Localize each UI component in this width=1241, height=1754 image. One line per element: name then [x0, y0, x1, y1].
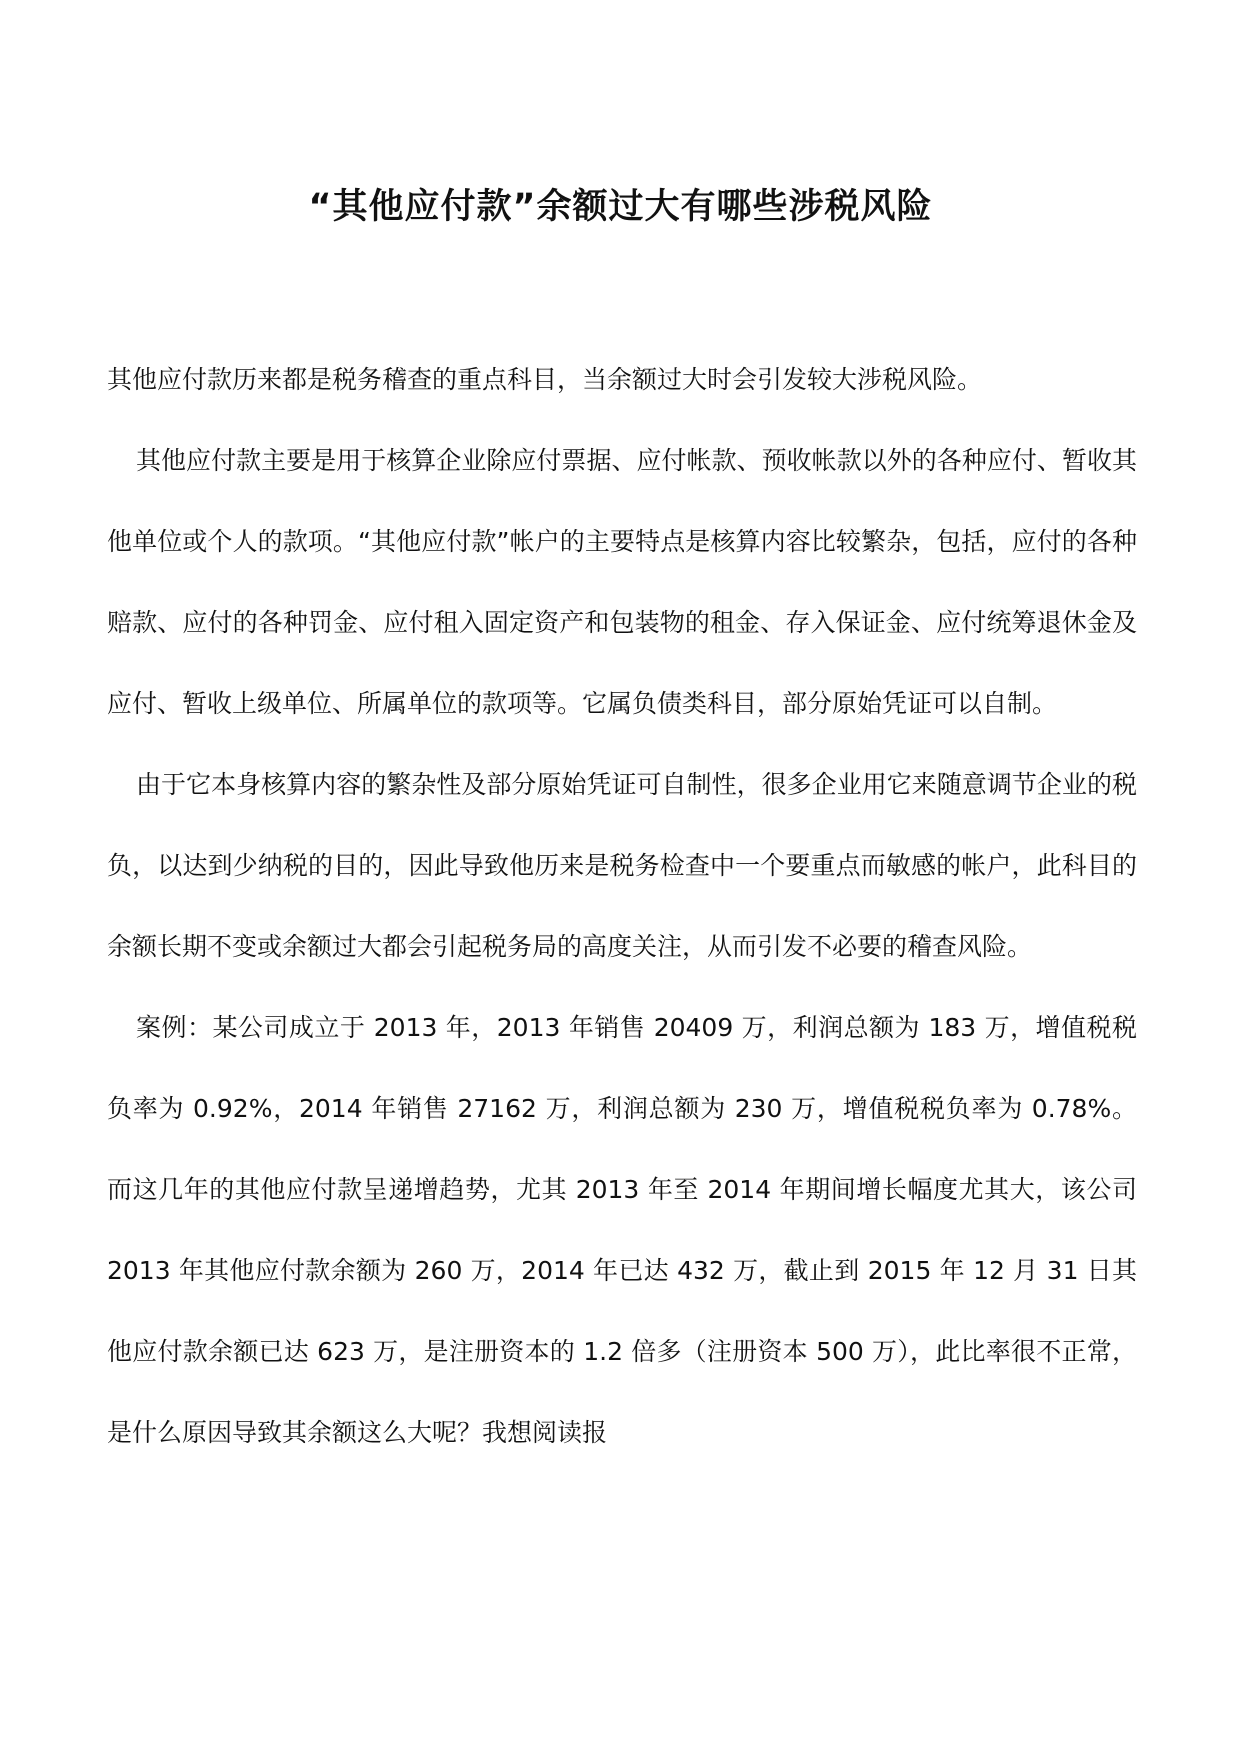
- paragraph-case: 案例：某公司成立于 2013 年，2013 年销售 20409 万，利润总额为 183 万，增值税税负率为 0.92%，2014 年销售 27162 万，利润总额为 230 万，增值税税负率为 0.78%。而这几年的其他应付款呈递增趋势，尤其 2013 年至 2014 年期间增长幅度尤其大，该公司 2013 年其他应付款余额为 260 万，2014 年已达 432 万，截止到 2015 年 12 月 31 日其他应付款余额已达 623 万，是注册资本的 1.2 倍多（注册资本 500 万），此比率很不正常，是什么原因导致其余额这么大呢？我想阅读报: [107, 1013, 1137, 1447]
- paragraph-definition: 其他应付款主要是用于核算企业除应付票据、应付帐款、预收帐款以外的各种应付、暂收其他单位或个人的款项。“其他应付款”帐户的主要特点是核算内容比较繁杂，包括，应付的各种赔款、应付的各种罚金、应付租入固定资产和包装物的租金、存入保证金、应付统筹退休金及应付、暂收上级单位、所属单位的款项等。它属负债类科目，部分原始凭证可以自制。: [107, 446, 1137, 718]
- paragraph-intro: 其他应付款历来都是税务稽查的重点科目，当余额过大时会引发较大涉税风险。: [107, 365, 983, 394]
- paragraph-risk: 由于它本身核算内容的繁杂性及部分原始凭证可自制性，很多企业用它来随意调节企业的税负，以达到少纳税的目的，因此导致他历来是税务检查中一个要重点而敏感的帐户，此科目的余额长期不变或余额过大都会引起税务局的高度关注，从而引发不必要的稽查风险。: [107, 770, 1137, 961]
- document-title: “其他应付款”余额过大有哪些涉税风险: [308, 187, 933, 228]
- document-body: [107, 339, 1137, 1473]
